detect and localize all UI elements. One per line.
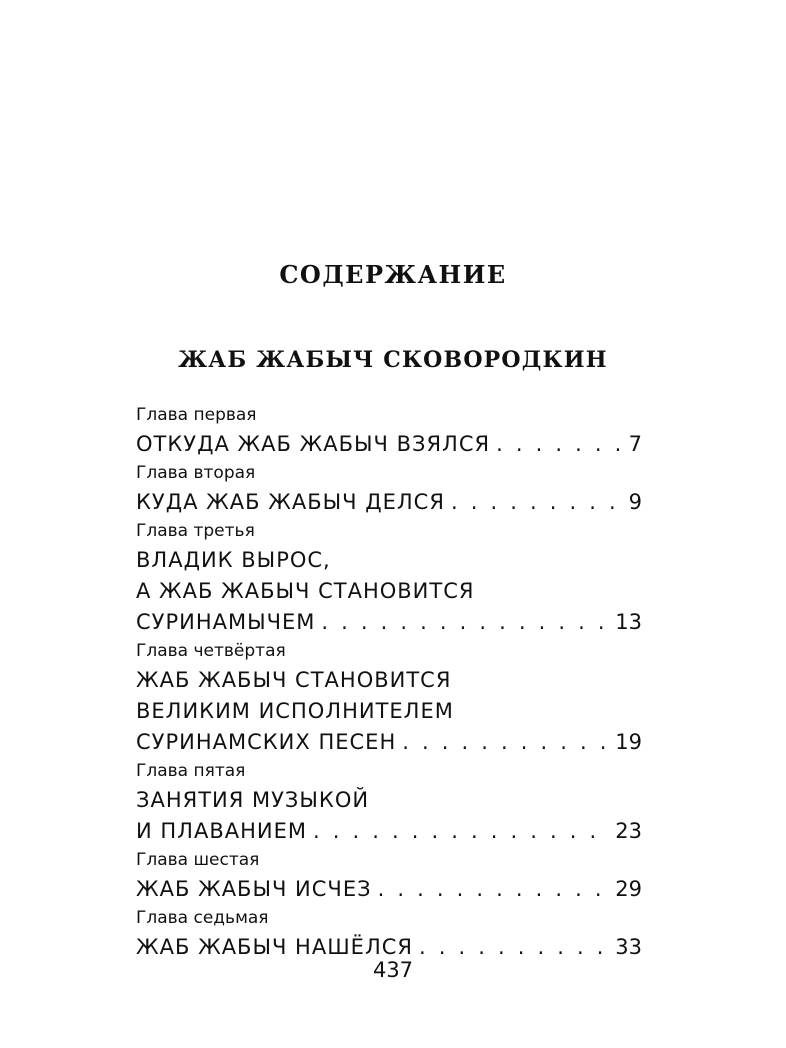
chapter-title-line [136, 874, 642, 905]
page-ref: 29 [615, 877, 642, 901]
chapter-title: ЖАБ ЖАБЫЧ СТАНОВИТСЯ [136, 668, 452, 692]
chapter-title: ЗАНЯТИЯ МУЗЫКОЙ [136, 788, 370, 812]
page-ref: 23 [615, 819, 642, 843]
toc-entry [136, 638, 642, 758]
dot-leader [402, 727, 607, 758]
page-number: 437 [372, 958, 414, 982]
toc-entry [136, 758, 642, 847]
chapter-label: Глава пятая [136, 761, 246, 781]
chapter-title: И ПЛАВАНИЕМ [136, 819, 307, 843]
chapter-title-line [136, 816, 642, 847]
toc-entry [136, 518, 642, 638]
chapter-title: КУДА ЖАБ ЖАБЫЧ ДЕЛСЯ [136, 490, 445, 514]
chapter-label: Глава шестая [136, 850, 260, 870]
dot-leader [321, 607, 607, 638]
toc-entry [136, 460, 642, 518]
page-title: СОДЕРЖАНИЕ [279, 260, 507, 289]
toc-entry [136, 905, 642, 963]
chapter-label: Глава седьмая [136, 908, 269, 928]
chapter-title-line [136, 727, 642, 758]
page-ref: 33 [615, 935, 642, 959]
table-of-contents [136, 402, 642, 963]
chapter-title: СУРИНАМЫЧЕМ [136, 610, 316, 634]
chapter-title: А ЖАБ ЖАБЫЧ СТАНОВИТСЯ [136, 579, 475, 603]
chapter-label: Глава четвёртая [136, 641, 286, 661]
chapter-title-line [136, 607, 642, 638]
chapter-title-line [136, 487, 642, 518]
page-ref: 9 [628, 490, 642, 514]
chapter-title: ВЕЛИКИМ ИСПОЛНИТЕЛЕМ [136, 699, 454, 723]
toc-entry [136, 402, 642, 460]
dot-leader [451, 487, 621, 518]
chapter-label: Глава вторая [136, 463, 256, 483]
chapter-title: ОТКУДА ЖАБ ЖАБЫЧ ВЗЯЛСЯ [136, 432, 491, 456]
dot-leader [313, 816, 607, 847]
toc-entry [136, 847, 642, 905]
book-title: ЖАБ ЖАБЫЧ СКОВОРОДКИН [178, 347, 608, 373]
page-ref: 7 [628, 432, 642, 456]
dot-leader [496, 429, 621, 460]
chapter-label: Глава первая [136, 405, 257, 425]
page-ref: 19 [615, 730, 642, 754]
dot-leader [378, 874, 608, 905]
chapter-title: ЖАБ ЖАБЫЧ ИСЧЕЗ [136, 877, 372, 901]
chapter-label: Глава третья [136, 521, 255, 541]
page-ref: 13 [615, 610, 642, 634]
chapter-title-line [136, 429, 642, 460]
chapter-title: СУРИНАМСКИХ ПЕСЕН [136, 730, 397, 754]
chapter-title: ВЛАДИК ВЫРОС, [136, 548, 331, 572]
chapter-title: ЖАБ ЖАБЫЧ НАШЁЛСЯ [136, 935, 413, 959]
